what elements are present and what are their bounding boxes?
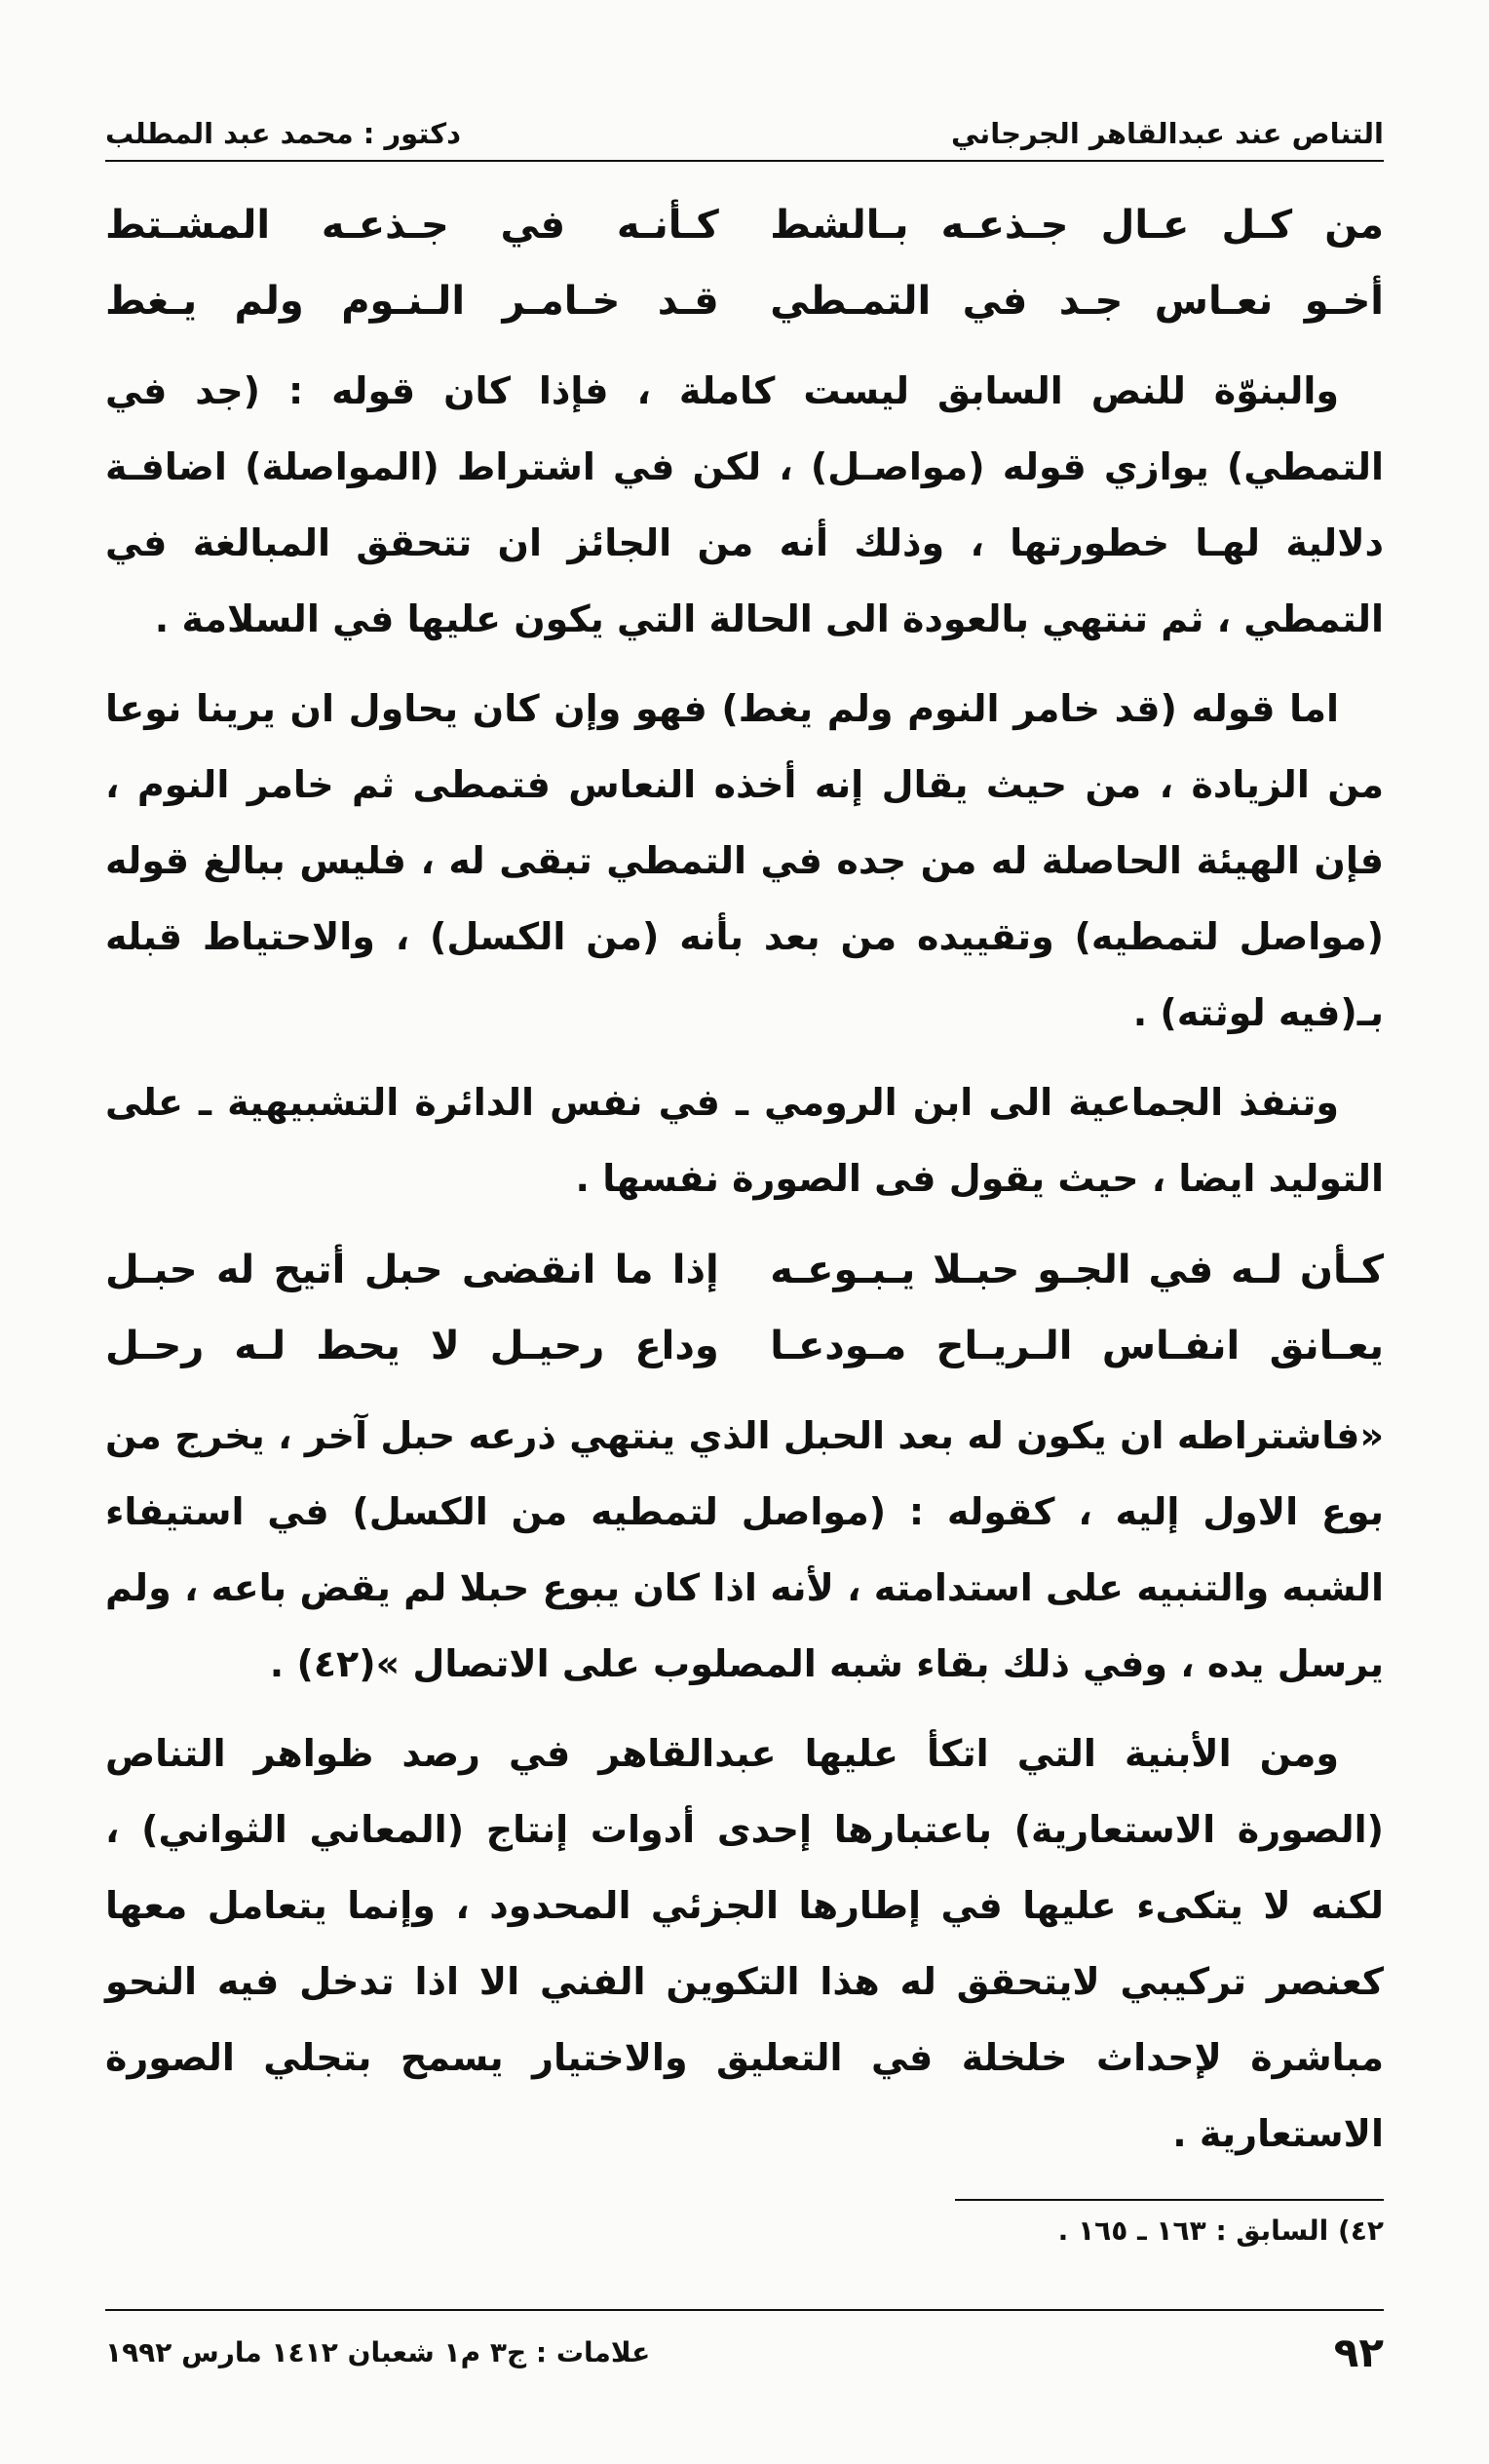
header-author: دكتور : محمد عبد المطلب: [105, 117, 461, 150]
verse-block-1: [105, 187, 1384, 339]
body-paragraph: وتنفذ الجماعية الى ابن الرومي ـ في نفس الدائرة التشبيهية ـ على التوليد ايضا ، حيث يقول فى الصورة نفسها .: [105, 1081, 1384, 1200]
page-number: ٩٢: [1333, 2329, 1384, 2376]
page: [105, 117, 1384, 2376]
verse-line: [105, 1232, 1384, 1308]
verse-block-2: [105, 1232, 1384, 1384]
journal-citation: علامات : ج٣ م١ شعبان ١٤١٢ مارس ١٩٩٢: [105, 2336, 651, 2368]
verse-hemistich-right: من كـل عـال جـذعـه بـالشط: [770, 203, 1384, 248]
verse-hemistich-left: قـد خـامـر الـنـوم ولم يـغط: [105, 279, 719, 324]
running-header: [105, 117, 1384, 162]
page-footer: [105, 2329, 1384, 2376]
quoted-paragraph: «فاشتراطه ان يكون له بعد الحبل الذي ينتهي ذرعه حبل آخر ، يخرج من بوع الاول إليه ، كقوله : (مواصل لتمطيه من الكسل) في استيفاء الشبه والتنبيه على استدامته ، لأنه اذا كان يبوع حبلا لم يقض باعه ، ولم يرسل يده ، وفي ذلك بقاء شبه المصلوب على الاتصال »(٤٢) .: [105, 1414, 1384, 1685]
body-paragraph: ومن الأبنية التي اتكأ عليها عبدالقاهر في رصد ظواهر التناص (الصورة الاستعارية) باعتبارها إحدى أدوات إنتاج (المعاني الثواني) ، لكنه لا يتكىء عليها في إطارها الجزئي المحدود ، وإنما يتعامل معها كعنصر تركيبي لايتحقق له هذا التكوين الفني الا اذا تدخل فيه النحو مباشرة لإحداث خلخلة في التعليق والاختيار يسمح بتجلي الصورة الاستعارية .: [105, 1732, 1384, 2155]
verse-line: [105, 1308, 1384, 1384]
header-article-title: التناص عند عبدالقاهر الجرجاني: [950, 117, 1384, 150]
verse-hemistich-right: أخـو نعـاس جـد في التمـطي: [770, 279, 1384, 324]
body-paragraph: والبنوّة للنص السابق ليست كاملة ، فإذا كان قوله : (جد في التمطي) يوازي قوله (مواصـل) ، لكن في اشتراط (المواصلة) اضافـة دلالية لهـا خطورتها ، وذلك أنه من الجائز ان تتحقق المبالغة في التمطي ، ثم تنتهي بالعودة الى الحالة التي يكون عليها في السلامة .: [105, 369, 1384, 640]
footnote-divider: [955, 2199, 1384, 2201]
verse-hemistich-right: كـأن لـه في الجـو حبـلا يـبـوعـه: [770, 1248, 1384, 1292]
verse-hemistich-left: إذا ما انقضى حبل أتيح له حبـل: [105, 1248, 719, 1292]
body-paragraph: اما قوله (قد خامر النوم ولم يغط) فهو وإن كان يحاول ان يرينا نوعا من الزيادة ، من حيث يقال إنه أخذه النعاس فتمطى ثم خامر النوم ، فإن الهيئة الحاصلة له من جده في التمطي تبقى له ، فليس ببالغ قوله (مواصل لتمطيه) وتقييده من بعد بأنه (من الكسل) ، والاحتياط قبله بـ(فيه لوثته) .: [105, 687, 1384, 1034]
verse-line: [105, 187, 1384, 263]
verse-hemistich-left: كـأنـه في جـذعـه المشـتط: [105, 203, 719, 248]
footer-divider: [105, 2309, 1384, 2311]
footnote: ٤٢) السابق : ١٦٣ ـ ١٦٥ .: [1057, 2214, 1384, 2247]
verse-line: [105, 263, 1384, 339]
verse-hemistich-right: يعـانق انفـاس الـريـاح مـودعـا: [770, 1324, 1384, 1368]
verse-hemistich-left: وداع رحيـل لا يحط لـه رحـل: [105, 1324, 719, 1368]
